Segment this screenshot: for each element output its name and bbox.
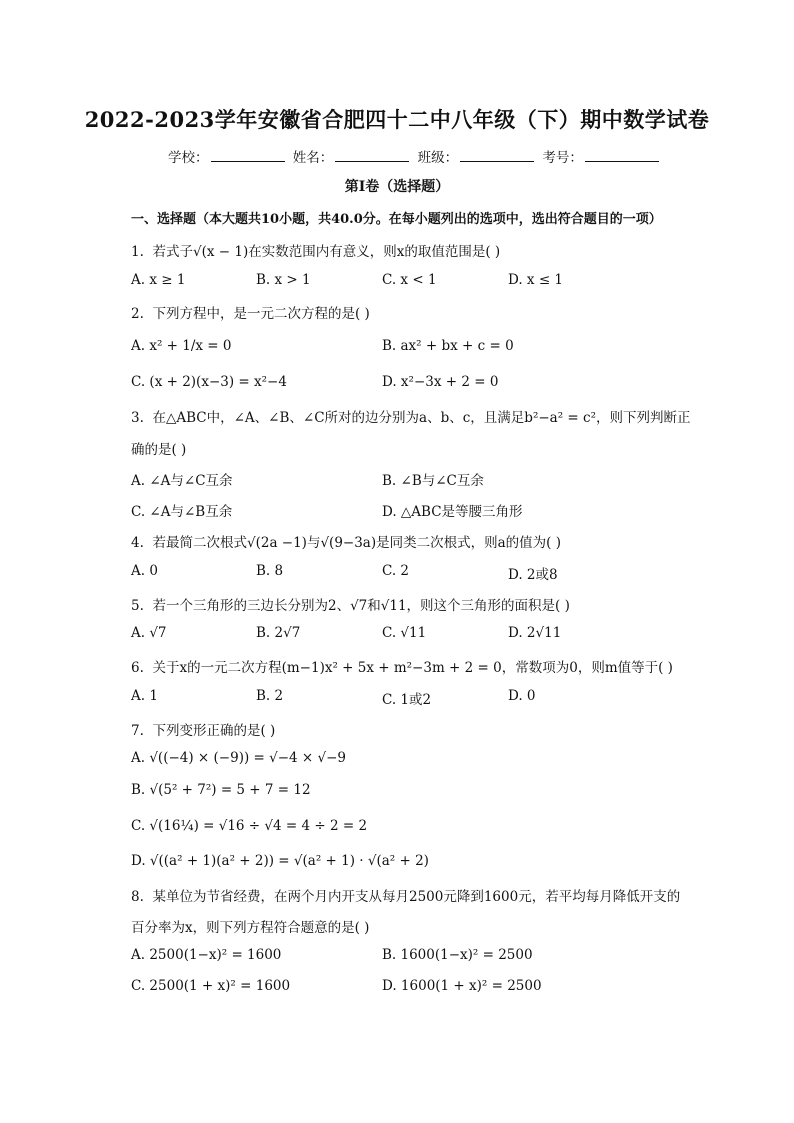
exam-number-blank[interactable] bbox=[585, 147, 659, 162]
name-blank[interactable] bbox=[335, 147, 409, 162]
question-stem: 若最简二次根式√(2a −1)与√(9−3a)是同类二次根式，则a的值为( ) bbox=[152, 535, 561, 551]
q8-option-c[interactable]: C. 2500(1 + x)² = 1600 bbox=[131, 978, 291, 994]
question-4 bbox=[131, 531, 561, 551]
question-stem: 若式子√(x − 1)在实数范围内有意义，则x的取值范围是( ) bbox=[152, 244, 501, 260]
q2-option-b[interactable]: B. ax² + bx + c = 0 bbox=[382, 338, 514, 354]
q4-option-b[interactable]: B. 8 bbox=[256, 563, 284, 579]
question-1 bbox=[131, 240, 500, 260]
question-number: 2. bbox=[131, 306, 144, 322]
q7-option-b[interactable]: B. √(5² + 7²) = 5 + 7 = 12 bbox=[131, 782, 311, 798]
question-2 bbox=[131, 302, 370, 322]
question-6 bbox=[131, 656, 673, 676]
q3-option-d[interactable]: D. △ABC是等腰三角形 bbox=[382, 504, 523, 520]
part-title: 一、选择题（本大题共10小题，共40.0分。在每小题列出的选项中，选出符合题目的一项） bbox=[131, 212, 662, 227]
q2-option-d[interactable]: D. x²−3x + 2 = 0 bbox=[382, 374, 499, 390]
q4-option-d[interactable]: D. 2或8 bbox=[508, 567, 558, 583]
q5-option-c[interactable]: C. √11 bbox=[382, 625, 427, 641]
question-stem-line1: 某单位为节省经费，在两个月内开支从每月2500元降到1600元，若平均每月降低开支的 bbox=[152, 889, 681, 905]
question-stem-line1: 在△ABC中，∠A、∠B、∠C所对的边分别为a、b、c，且满足b²−a² = c²，则下列判断正 bbox=[152, 410, 691, 426]
q3-option-c[interactable]: C. ∠A与∠B互余 bbox=[131, 504, 233, 520]
q1-option-b[interactable]: B. x > 1 bbox=[256, 272, 311, 288]
question-number: 3. bbox=[131, 410, 144, 426]
q6-option-c[interactable]: C. 1或2 bbox=[382, 692, 432, 708]
q7-option-a[interactable]: A. √((−4) × (−9)) = √−4 × √−9 bbox=[131, 750, 347, 766]
school-blank[interactable] bbox=[211, 147, 285, 162]
q8-option-b[interactable]: B. 1600(1−x)² = 2500 bbox=[382, 947, 533, 963]
q7-option-c[interactable]: C. √(16¼) = √16 ÷ √4 = 4 ÷ 2 = 2 bbox=[131, 818, 368, 834]
question-3-cont: 确的是( ) bbox=[131, 442, 187, 458]
q3-option-a[interactable]: A. ∠A与∠C互余 bbox=[131, 473, 233, 489]
exam-title: 2022-2023学年安徽省合肥四十二中八年级（下）期中数学试卷 bbox=[84, 107, 710, 132]
exam-number-label: 考号： bbox=[542, 150, 583, 166]
question-8 bbox=[131, 885, 680, 905]
question-number: 5. bbox=[131, 598, 144, 614]
section-title: 第I卷（选择题） bbox=[344, 179, 450, 195]
question-8-cont: 百分率为x，则下列方程符合题意的是( ) bbox=[131, 920, 370, 936]
question-5 bbox=[131, 594, 570, 614]
q1-option-d[interactable]: D. x ≤ 1 bbox=[508, 272, 564, 288]
name-label: 姓名： bbox=[292, 150, 334, 166]
question-number: 4. bbox=[131, 535, 144, 551]
q8-option-d[interactable]: D. 1600(1 + x)² = 2500 bbox=[382, 978, 542, 994]
class-blank[interactable] bbox=[460, 147, 534, 162]
class-label: 班级： bbox=[417, 150, 459, 166]
q1-option-a[interactable]: A. x ≥ 1 bbox=[131, 272, 186, 288]
question-number: 1. bbox=[131, 244, 144, 260]
q6-option-b[interactable]: B. 2 bbox=[256, 688, 284, 704]
q4-option-c[interactable]: C. 2 bbox=[382, 563, 410, 579]
q7-option-d[interactable]: D. √((a² + 1)(a² + 2)) = √(a² + 1) · √(a² + 2) bbox=[131, 853, 429, 869]
q1-option-c[interactable]: C. x < 1 bbox=[382, 272, 437, 288]
question-stem: 下列变形正确的是( ) bbox=[152, 723, 276, 739]
q3-option-b[interactable]: B. ∠B与∠C互余 bbox=[382, 473, 484, 489]
q4-option-a[interactable]: A. 0 bbox=[131, 563, 158, 579]
question-number: 7. bbox=[131, 723, 144, 739]
q5-option-d[interactable]: D. 2√11 bbox=[508, 625, 562, 641]
question-stem: 下列方程中，是一元二次方程的是( ) bbox=[152, 306, 370, 322]
q6-option-d[interactable]: D. 0 bbox=[508, 688, 536, 704]
q8-option-a[interactable]: A. 2500(1−x)² = 1600 bbox=[131, 947, 282, 963]
school-label: 学校： bbox=[168, 150, 209, 166]
q2-option-a[interactable]: A. x² + 1/x = 0 bbox=[131, 338, 232, 354]
question-stem: 若一个三角形的三边长分别为2、√7和√11，则这个三角形的面积是( ) bbox=[152, 598, 570, 614]
q6-option-a[interactable]: A. 1 bbox=[131, 688, 158, 704]
student-info-row bbox=[168, 146, 663, 166]
question-stem: 关于x的一元二次方程(m−1)x² + 5x + m²−3m + 2 = 0，常数项为0，则m值等于( ) bbox=[152, 660, 673, 676]
q5-option-a[interactable]: A. √7 bbox=[131, 625, 167, 641]
question-number: 8. bbox=[131, 889, 144, 905]
q2-option-c[interactable]: C. (x + 2)(x−3) = x²−4 bbox=[131, 374, 287, 390]
question-7 bbox=[131, 719, 275, 739]
q5-option-b[interactable]: B. 2√7 bbox=[256, 625, 301, 641]
question-3 bbox=[131, 406, 691, 426]
question-number: 6. bbox=[131, 660, 144, 676]
